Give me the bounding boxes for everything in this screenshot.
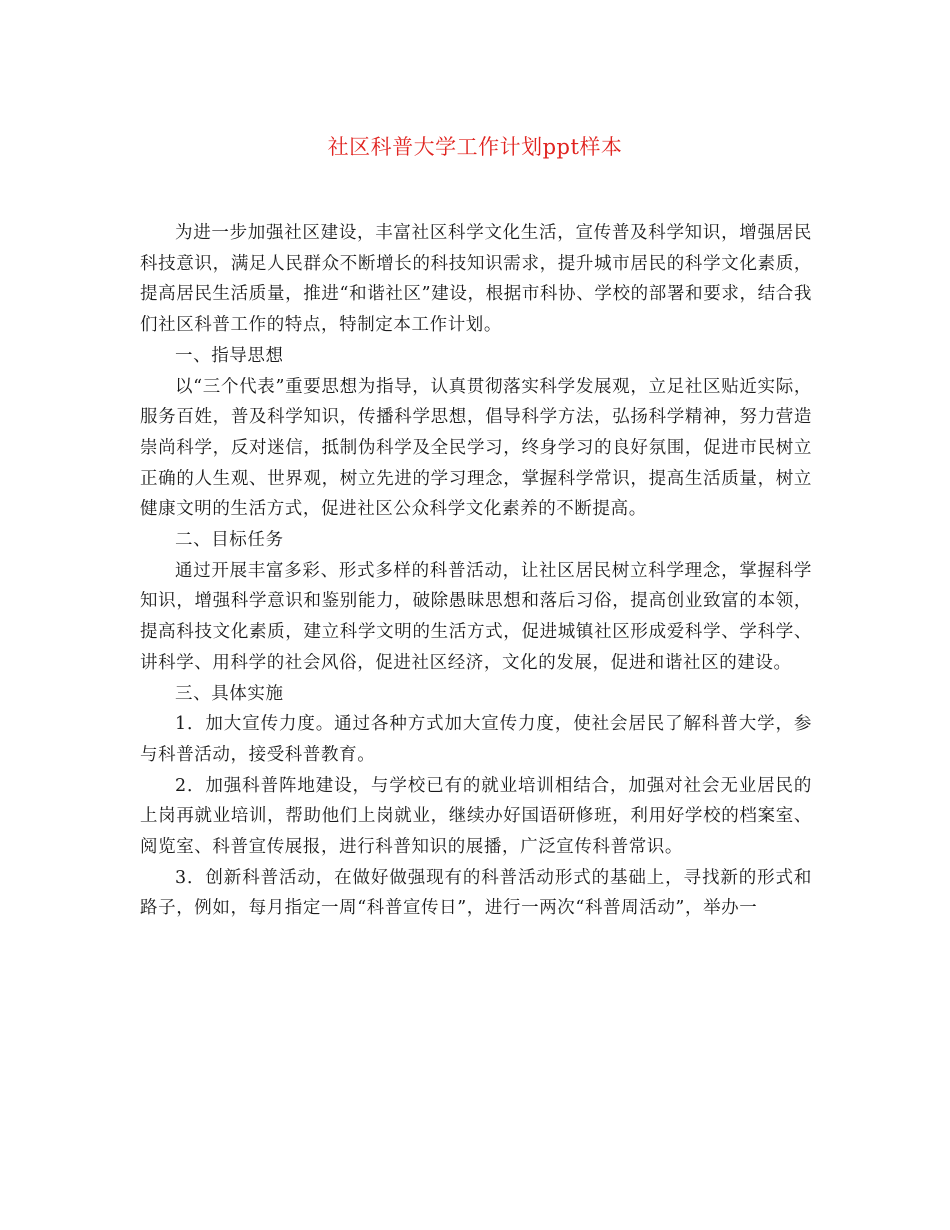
guiding-ideology-paragraph: 以“三个代表”重要思想为指导，认真贯彻落实科学发展观，立足社区贴近实际，服务百姓，普及科学知识，传播科学思想，倡导科学方法，弘扬科学精神，努力营造崇尚科学，反对迷信，抵制伪科学及全民学习，终身学习的良好氛围，促进市民树立正确的人生观、世界观，树立先进的学习理念，掌握科学常识，提高生活质量，树立健康文明的生活方式，促进社区公众科学文化素养的不断提高。 bbox=[140, 376, 812, 520]
section-heading-implementation: 三、具体实施 bbox=[175, 683, 284, 704]
section-heading-goals: 二、目标任务 bbox=[175, 530, 284, 551]
document-title: 社区科普大学工作计划ppt样本 bbox=[327, 135, 623, 159]
implementation-item-3: 3．创新科普活动，在做好做强现有的科普活动形式的基础上，寻找新的形式和路子，例如，每月指定一周“科普宣传日”，进行一两次“科普周活动”，举办一 bbox=[140, 867, 812, 919]
implementation-item-2: 2．加强科普阵地建设，与学校已有的就业培训相结合，加强对社会无业居民的上岗再就业培训，帮助他们上岗就业，继续办好国语研修班，利用好学校的档案室、阅览室、科普宣传展报，进行科普知识的展播，广泛宣传科普常识。 bbox=[140, 775, 812, 858]
intro-paragraph: 为进一步加强社区建设，丰富社区科学文化生活，宣传普及科学知识，增强居民科技意识，满足人民群众不断增长的科技知识需求，提升城市居民的科学文化素质，提高居民生活质量，推进“和谐社区”建设，根据市科协、学校的部署和要求，结合我们社区科普工作的特点，特制定本工作计划。 bbox=[140, 223, 812, 336]
goals-paragraph: 通过开展丰富多彩、形式多样的科普活动，让社区居民树立科学理念，掌握科学知识，增强科学意识和鉴别能力，破除愚昧思想和落后习俗，提高创业致富的本领，提高科技文化素质，建立科学文明的生活方式，促进城镇社区形成爱科学、学科学、讲科学、用科学的社会风俗，促进社区经济，文化的发展，促进和谐社区的建设。 bbox=[140, 560, 812, 673]
implementation-item-1: 1．加大宣传力度。通过各种方式加大宣传力度，使社会居民了解科普大学，参与科普活动，接受科普教育。 bbox=[140, 714, 812, 765]
section-heading-guiding-ideology: 一、指导思想 bbox=[175, 345, 284, 366]
document-body bbox=[140, 218, 812, 924]
